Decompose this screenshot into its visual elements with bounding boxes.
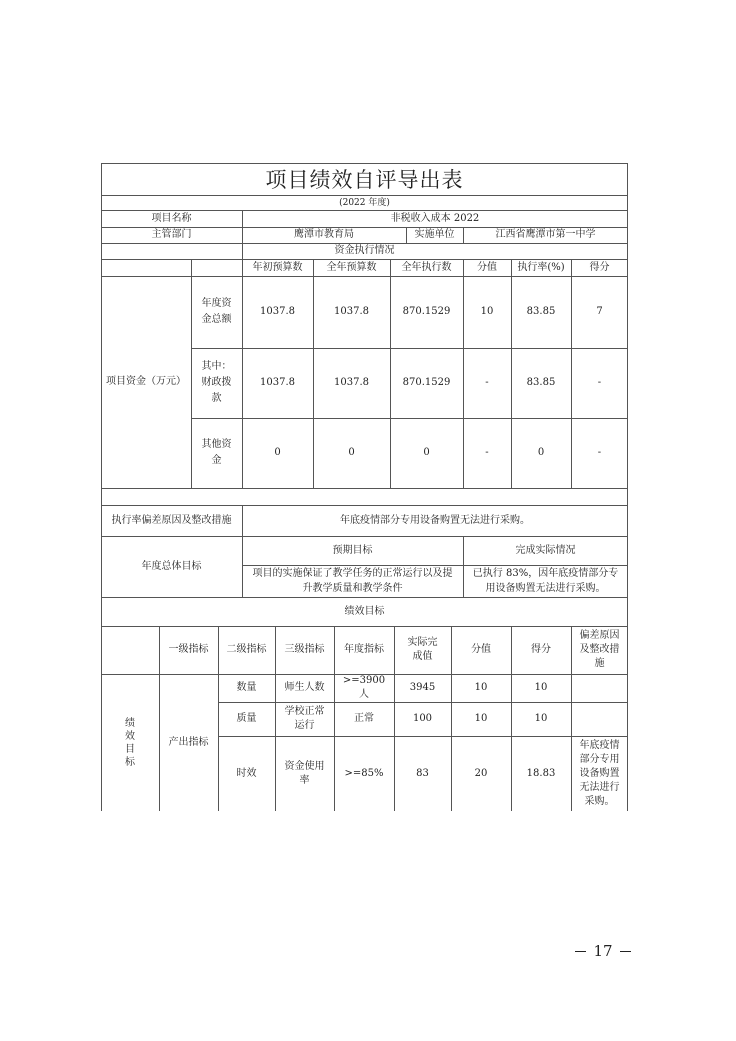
perf-header: 年度指标 [344,644,384,655]
evaluation-table [101,163,628,811]
funds-cell: - [597,447,602,458]
perf-header: 二级指标 [226,644,267,655]
expected-text: 项目的实施保证了教学任务的正常运行以及提升教学质量和教学条件 [252,568,453,594]
overall-goal-label: 年度总体目标 [141,560,202,572]
funds-cell: 10 [480,306,494,317]
funds-cell: 0 [423,447,430,458]
deviation-text: 年底疫情部分专用设备购置无法进行采购。 [340,514,530,526]
funds-cell: - [485,447,489,458]
perf-cell: 18.83 [526,767,556,779]
perf-header: 三级指标 [284,644,325,655]
perf-cell: >=3900 人 [342,675,386,700]
report-year: (2022 年度) [339,198,390,208]
funds-cell: - [485,377,489,388]
perf-cell: 10 [474,713,488,724]
expected-label: 预期目标 [332,544,373,556]
perf-cell: 资金使用率 [284,760,325,786]
funds-header: 全年执行数 [401,261,452,273]
funds-cell: 870.1529 [402,306,451,317]
actual-label: 完成实际情况 [515,544,576,556]
funds-section-title: 资金执行情况 [334,245,395,256]
perf-cell: 20 [474,767,488,779]
funds-cell: 0 [348,447,355,458]
perf-cell: 83 [416,767,429,779]
actual-text: 已执行 83%，因年底疫情部分专用设备购置无法进行采购。 [472,568,619,594]
perf-cell: 3945 [409,682,436,693]
funds-cell: 1037.8 [260,377,295,388]
funds-header: 全年预算数 [326,261,377,273]
funds-row-label: 年度资金总额 [201,298,232,325]
funds-header: 得分 [589,261,610,273]
project-name-label: 项目名称 [151,212,192,224]
perf-cell: 正常 [354,713,374,724]
funds-cell: 1037.8 [334,306,369,317]
perf-group-label: 绩效目标 [125,717,135,768]
funds-cell: 83.85 [526,306,556,317]
perf-cell: >=85% [344,767,384,779]
perf-cell: 100 [412,713,433,724]
perf-cell: 质量 [236,713,257,724]
funds-cell: 83.85 [526,377,556,388]
perf-cell: 师生人数 [284,682,325,693]
perf-cell [571,674,628,702]
funds-group-label: 项目资金（万元） [106,376,186,387]
funds-cell: 1037.8 [260,306,295,317]
perf-cell: 数量 [236,682,257,693]
funds-header: 分值 [477,261,497,273]
perf-section-title: 绩效目标 [344,605,385,617]
funds-row-label: 其中：财政拨款 [201,361,232,404]
unit-label: 实施单位 [414,229,455,240]
funds-header: 执行率(%) [517,261,565,273]
dept-label: 主管部门 [151,229,192,240]
perf-header: 实际完成值 [407,637,438,662]
perf-cell: 时效 [236,767,257,779]
funds-header: 年初预算数 [252,261,303,273]
perf-cell: 10 [534,682,548,693]
perf-cell [571,702,628,736]
perf-level1: 产出指标 [168,736,209,748]
funds-cell: 0 [274,447,281,458]
funds-cell: 870.1529 [402,377,451,388]
funds-cell: 7 [596,306,603,317]
page-number [568,938,638,964]
project-name: 非税收入成本 2022 [390,212,480,224]
unit: 江西省鹰潭市第一中学 [495,229,596,240]
page-number-value: 17 [593,942,613,960]
perf-cell: 学校正常运行 [284,706,325,731]
perf-cell: 10 [474,682,488,693]
funds-cell: 1037.8 [334,377,369,388]
perf-cell: 年底疫情部分专用设备购置无法进行采购。 [579,739,620,807]
funds-row-label: 其他资金 [201,439,232,466]
perf-header: 得分 [531,644,551,655]
dept: 鹰潭市教育局 [294,229,354,240]
perf-header: 偏差原因及整改措施 [579,630,620,669]
deviation-label: 执行率偏差原因及整改措施 [111,514,232,526]
funds-cell: - [597,377,602,388]
funds-cell: 0 [537,447,545,458]
perf-header: 分值 [471,644,491,655]
table-title: 项目绩效自评导出表 [265,167,464,192]
perf-cell: 10 [534,713,548,724]
perf-header: 一级指标 [168,644,209,655]
